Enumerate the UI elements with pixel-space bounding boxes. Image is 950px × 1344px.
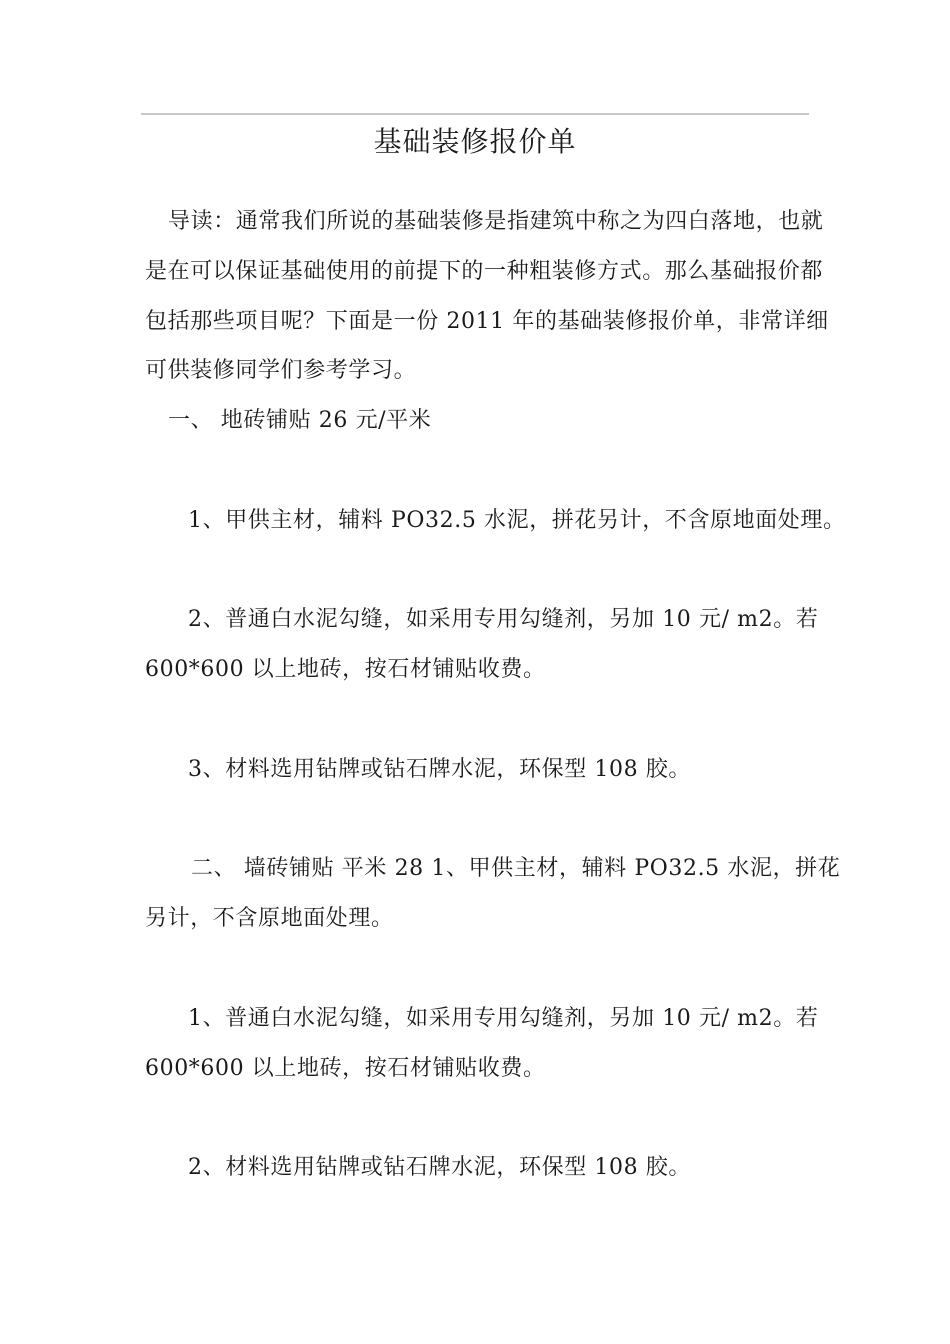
document-title: 基础装修报价单 <box>373 125 577 158</box>
intro-line-2: 是在可以保证基础使用的前提下的一种粗装修方式。那么基础报价都 <box>145 259 824 284</box>
section-2-heading-line-2: 另计，不含原地面处理。 <box>145 906 394 931</box>
section-2-item-1-line-2: 600*600 以上地砖，按石材铺贴收费。 <box>145 1056 546 1081</box>
section-1-heading: 一、 地砖铺贴 26 元/平米 <box>168 408 432 433</box>
section-1-item-3: 3、材料选用钻牌或钻石牌水泥，环保型 108 胶。 <box>188 757 691 782</box>
intro-line-3: 包括那些项目呢？下面是一份 2011 年的基础装修报价单，非常详细 <box>145 309 829 334</box>
section-1-item-2-line-1: 2、普通白水泥勾缝，如采用专用勾缝剂，另加 10 元/ m2。若 <box>188 607 819 632</box>
section-2-item-1-line-1: 1、普通白水泥勾缝，如采用专用勾缝剂，另加 10 元/ m2。若 <box>188 1006 819 1031</box>
section-1-item-1: 1、甲供主材，辅料 PO32.5 水泥，拼花另计，不含原地面处理。 <box>188 508 846 533</box>
section-2-heading-line-1: 二、 墙砖铺贴 平米 28 1、甲供主材，辅料 PO32.5 水泥，拼花 <box>191 856 841 881</box>
intro-line-1: 导读：通常我们所说的基础装修是指建筑中称之为四白落地，也就 <box>168 209 824 234</box>
section-1-item-2-line-2: 600*600 以上地砖，按石材铺贴收费。 <box>145 657 546 682</box>
section-2-item-2: 2、材料选用钻牌或钻石牌水泥，环保型 108 胶。 <box>188 1155 691 1180</box>
intro-line-4: 可供装修同学们参考学习。 <box>145 358 417 383</box>
header-rule <box>141 113 809 115</box>
